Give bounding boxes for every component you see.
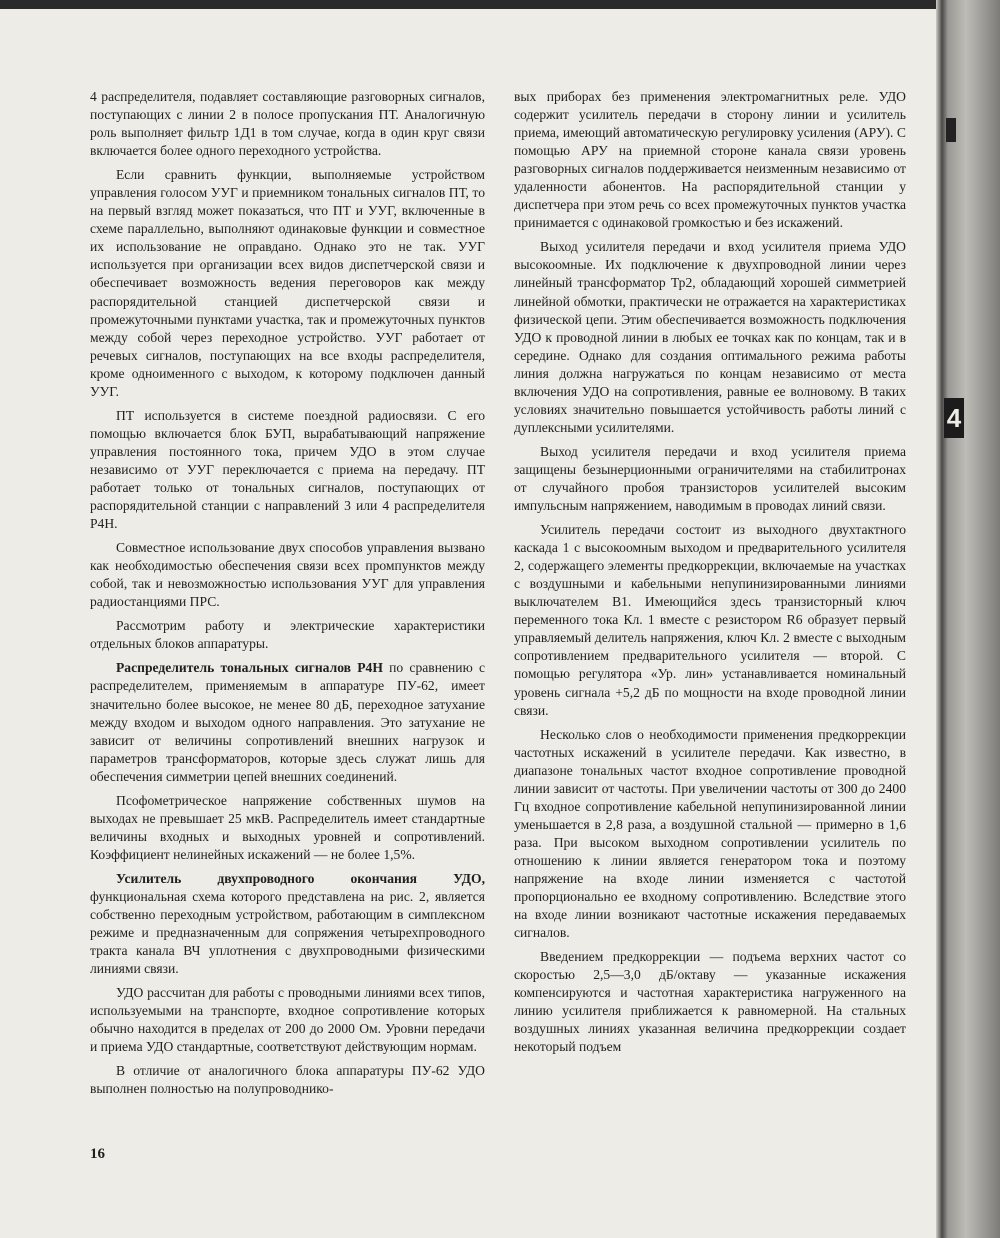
paragraph: ПТ используется в системе поездной радиосвязи. С его помощью включается блок БУП, вырабатывающий напряжение управления постоянного тока, причем УДО в этом случае независимо от УУГ переключается с приема на передачу. ПТ работает только от тональных сигналов, поступающих от распорядительной станции с направлений 3 или 4 распределителя Р4Н. xyxy=(90,407,485,532)
book-spine xyxy=(936,0,1000,1238)
right-text-column xyxy=(514,88,906,1062)
paragraph: Совместное использование двух способов управления вызвано как необходимостью обеспечения связи всех промпунктов между собой, так и невозможностью использования УУГ для управления радиостанциями ПРС. xyxy=(90,540,485,610)
paragraph: Введением предкоррекции — подъема верхних частот со скоростью 2,5—3,0 дБ/октаву — указанные искажения компенсируются и частотная характеристика нагруженного на линию усилителя приближается к равномерной. На стальных воздушных линиях указанная величина предкоррекции создает некоторый подъем xyxy=(514,949,906,1055)
left-text-column xyxy=(90,88,485,1104)
paragraph: В отличие от аналогичного блока аппаратуры ПУ-62 УДО выполнен полностью на полупроводнико- xyxy=(90,1063,485,1097)
paragraph: Выход усилителя передачи и вход усилителя приема защищены безынерционными ограничителями на стабилитронах от случайного пробоя транзисторов усилителей высоким импульсным напряжением, наводимым в проводах линий связи. xyxy=(514,443,906,514)
paragraph: Выход усилителя передачи и вход усилителя приема УДО высокоомные. Их подключение к двухпроводной линии через линейный трансформатор Тр2, обладающий хорошей симметрией линейной обмотки, практически не отражается на характеристиках физической цепи. Этим обеспечивается возможность подключения УДО к проводной линии в любых ее точках как по концам, так и в середине. Однако для создания оптимального режима работы линия должна нагружаться по концам независимо от места включения УДО на сопротивления, равные ее волновому. В таких условиях значительно повышается устойчивость работы линий с дуплексными усилителями. xyxy=(514,239,906,435)
paragraph: Рассмотрим работу и электрические характеристики отдельных блоков аппаратуры. xyxy=(90,618,485,652)
top-edge-rule xyxy=(0,0,1000,9)
paragraph-lead: Усилитель двухпроводного окончания УДО, xyxy=(116,870,485,886)
paragraph: Если сравнить функции, выполняемые устройством управления голосом УУГ и приемником тональных сигналов ПТ, то на первый взгляд может показаться, что ПТ и УУГ, включенные в схеме параллельно, выполняют одинаковые функции и совместное их использование не оправдано. Однако это не так. УУГ используется при организации всех видов диспетчерской связи и обеспечивает возможность ведения переговоров как между распорядительной станцией диспетчерской связи и промежуточными пунктами участка, так и промежуточных пунктов между собой через переходное устройство. УУГ работает от речевых сигналов, поступающих на все входы распределителя, кроме одноименного с выходом, к которому подключен данный УУГ. xyxy=(90,167,485,399)
paragraph: Несколько слов о необходимости применения предкоррекции частотных искажений в усилителе передачи. Как известно, в диапазоне тональных частот входное сопротивление проводной линии зависит от частоты. При увеличении частоты от 300 до 2400 Гц входное сопротивление кабельной непупинизированной линии уменьшается в 2,8 раза, а воздушной стальной — примерно в 1,6 раза. При высоком выходном сопротивлении усилитель по отношению к линии является генератором тока и поэтому напряжение на входе линии изменяется с частотой пропорционально ее входному сопротивлению. Вследствие этого на входе линии возникают частотные искажения передаваемых сигналов. xyxy=(514,726,906,941)
paragraph: Распределитель тональных сигналов Р4Н по сравнению с распределителем, применяемым в аппаратуре ПУ-62, имеет значительно более высокое, не менее 80 дБ, переходное затухание между входом и выходом одного направления. Это затухание не зависит от величины сопротивлений внешних нагрузок и параметров трансформаторов, которые здесь служат лишь для обеспечения симметрии цепей внешних соединений. xyxy=(90,660,485,784)
page-number: 16 xyxy=(90,1146,105,1162)
paragraph: УДО рассчитан для работы с проводными линиями всех типов, используемыми на транспорте, входное сопротивление которых обычно находится в пределах от 200 до 2000 Ом. Уровни передачи и приема УДО стандартные, соответствуют действующим нормам. xyxy=(90,985,485,1055)
paragraph: 4 распределителя, подавляет составляющие разговорных сигналов, поступающих с линии 2 в полосе пропускания ПТ. Аналогичную роль выполняет фильтр 1Д1 в том случае, когда в один круг связи включается более одного переходного устройства. xyxy=(90,89,485,159)
paragraph-lead: Распределитель тональных сигналов Р4Н xyxy=(116,660,383,676)
paragraph: Усилитель передачи состоит из выходного двухтактного каскада 1 с высокоомным выходом и предварительного усилителя 2, содержащего элементы предкоррекции, включаемые на участках с воздушными и кабельными непупинизированными линиями выключателем В1. Имеющийся здесь транзисторный ключ переменного тока Кл. 1 вместе с резистором R6 образует первый управляемый делитель напряжения, ключ Кл. 2 вместе с выходным сопротивлением предварительного усилителя — второй. С помощью регулятора «Ур. лин» устанавливается номинальный уровень сигнала +5,2 дБ по мощности на входе проводной линии связи. xyxy=(514,522,906,718)
spine-tick-mark xyxy=(946,118,956,142)
paragraph: Псофометрическое напряжение собственных шумов на выходах не превышает 25 мкВ. Распределитель имеет стандартные величины входных и выходных уровней и сопротивлений. Коэффициент нелинейных искажений — не более 1,5%. xyxy=(90,792,485,862)
paragraph: вых приборах без применения электромагнитных реле. УДО содержит усилитель передачи в сторону линии и усилитель приема, имеющий автоматическую регулировку усиления (АРУ). С помощью АРУ на приемной стороне канала связи уровень разговорных сигналов поддерживается неизменным независимо от удаленности абонентов. На распорядительной станции у диспетчера при этом речь со всех промежуточных пунктов участка принимается с одинаковой громкостью и без искажений. xyxy=(514,89,906,231)
section-marker: 4 xyxy=(944,398,964,438)
paragraph: Усилитель двухпроводного окончания УДО, функциональная схема которого представлена на рис. 2, является собственно переходным устройством, работающим в симплексном режиме и предназначенным для сопряжения четырехпроводного тракта канала ВЧ уплотнения с двухпроводными физическими линиями связи. xyxy=(90,870,485,977)
